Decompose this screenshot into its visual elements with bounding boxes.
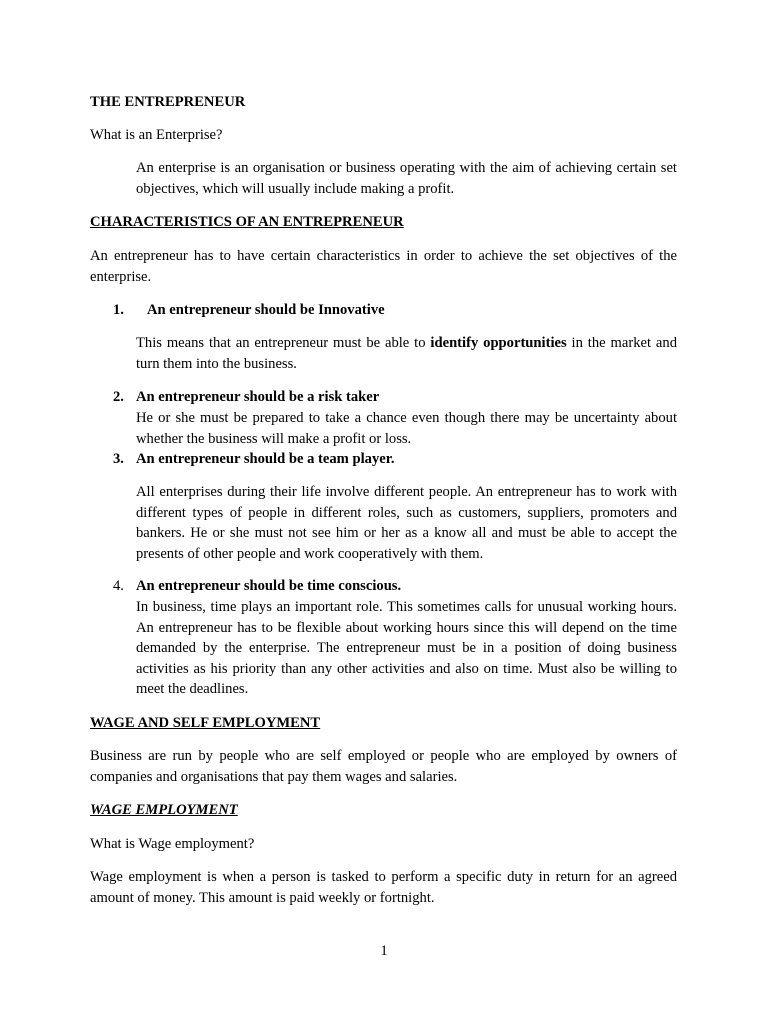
item-number: 4. xyxy=(113,578,124,594)
item-body-text: in the market and turn them into the business. xyxy=(136,335,677,372)
question-enterprise: What is an Enterprise? xyxy=(90,127,223,143)
item-number: 1. xyxy=(113,302,124,318)
page-number: 1 xyxy=(380,943,388,959)
item-heading-time-conscious: An entrepreneur should be time conscious. xyxy=(136,578,402,594)
item-heading-risk-taker: An entrepreneur should be a risk taker xyxy=(136,389,380,405)
heading-characteristics: CHARACTERISTICS OF AN ENTREPRENEUR xyxy=(90,214,404,230)
item-number: 2. xyxy=(113,389,124,405)
heading-wage-employment: WAGE EMPLOYMENT xyxy=(90,802,238,818)
emphasis-identify-opportunities: identify opportunities xyxy=(430,335,567,351)
item-body-innovative xyxy=(136,333,677,374)
definition-wage-employment: Wage employment is when a person is tasked to perform a specific duty in return for an agreed amount of money. This amount is paid weekly or fortnight. xyxy=(90,869,677,906)
heading-wage-self-employment: WAGE AND SELF EMPLOYMENT xyxy=(90,715,321,731)
intro-characteristics: An entrepreneur has to have certain characteristics in order to achieve the set objectives of the enterprise. xyxy=(90,248,677,285)
document-title: THE ENTREPRENEUR xyxy=(90,94,246,110)
item-heading-innovative: An entrepreneur should be Innovative xyxy=(147,302,385,318)
item-body-risk-taker: He or she must be prepared to take a chance even though there may be uncertainty about whether the business will make a profit or loss. xyxy=(136,410,677,447)
item-heading-team-player: An entrepreneur should be a team player. xyxy=(136,451,395,467)
question-wage-employment: What is Wage employment? xyxy=(90,836,255,852)
item-body-text: This means that an entrepreneur must be able to xyxy=(136,335,431,351)
item-number: 3. xyxy=(113,451,124,467)
item-body-team-player: All enterprises during their life involve different people. An entrepreneur has to work with different types of people in different roles, such as customers, suppliers, promoters and bankers. He or she must not see him or her as a know all and must be able to accept the presents of other people and work cooperatively with them. xyxy=(136,484,677,562)
paragraph-wage-self-employment: Business are run by people who are self employed or people who are employed by owners of companies and organisations that pay them wages and salaries. xyxy=(90,748,677,785)
definition-enterprise: An enterprise is an organisation or business operating with the aim of achieving certain set objectives, which will usually include making a profit. xyxy=(136,160,677,197)
item-body-time-conscious: In business, time plays an important role. This sometimes calls for unusual working hours. An entrepreneur has to be flexible about working hours since this will depend on the time demanded by the enterprise. The entrepreneur must be in a position of doing business activities as his priority than any other activities and also on time. Must also be willing to meet the deadlines. xyxy=(136,599,677,697)
